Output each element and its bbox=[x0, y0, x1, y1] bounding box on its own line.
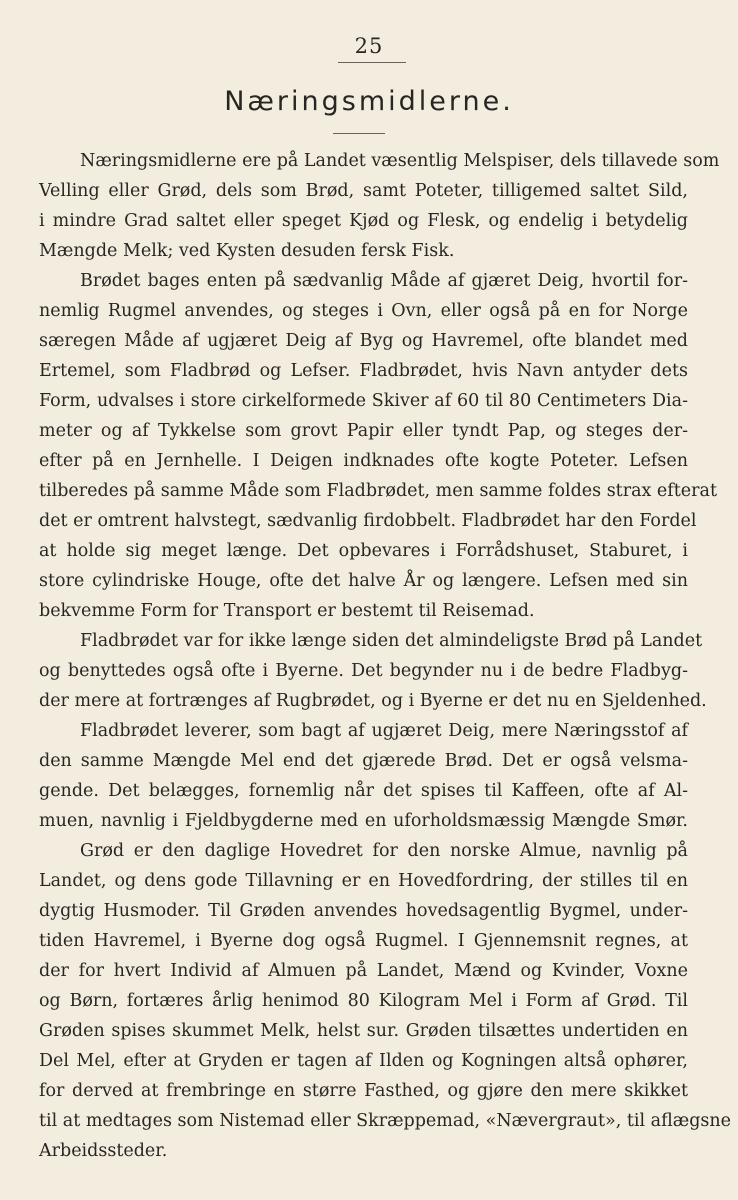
text-line: nemlig Rugmel anvendes, og steges i Ovn, eller også på en for Norge bbox=[39, 301, 688, 321]
text-line: Grøden spises skummet Melk, helst sur. Grøden tilsættes undertiden en bbox=[39, 1021, 688, 1041]
text-line: dygtig Husmoder. Til Grøden anvendes hovedsagentlig Bygmel, under- bbox=[39, 901, 688, 921]
page-number-underline bbox=[338, 62, 406, 63]
text-line: Velling eller Grød, dels som Brød, samt Poteter, tilligemed saltet Sild, bbox=[39, 181, 688, 201]
text-line: for derved at frembringe en større Fasthed, og gjøre den mere skikket bbox=[39, 1081, 688, 1101]
text-line: og benyttedes også ofte i Byerne. Det begynder nu i de bedre Fladbyg- bbox=[39, 661, 688, 681]
text-line: Landet, og dens gode Tillavning er en Hovedfordring, der stilles til en bbox=[39, 871, 688, 891]
section-heading: Næringsmidlerne. bbox=[224, 86, 514, 117]
text-line: tilberedes på samme Måde som Fladbrødet, men samme foldes strax efterat bbox=[39, 481, 717, 501]
text-line: der mere at fortrænges af Rugbrødet, og i Byerne er det nu en Sjeldenhed. bbox=[39, 691, 707, 711]
text-line: muen, navnlig i Fjeldbygderne med en uforholdsmæssig Mængde Smør. bbox=[39, 811, 688, 831]
text-line: Fladbrødet leverer, som bagt af ugjæret Deig, mere Næringsstof af bbox=[80, 721, 688, 741]
text-line: store cylindriske Houge, ofte det halve År og længere. Lefsen med sin bbox=[39, 571, 688, 591]
text-line: at holde sig meget længe. Det opbevares i Forrådshuset, Staburet, i bbox=[39, 541, 688, 561]
page-number: 25 bbox=[354, 34, 384, 58]
text-line: og Børn, fortæres årlig henimod 80 Kilogram Mel i Form af Grød. Til bbox=[39, 991, 688, 1011]
text-line: tiden Havremel, i Byerne dog også Rugmel. I Gjennemsnit regnes, at bbox=[39, 931, 688, 951]
text-line: Form, udvalses i store cirkelformede Skiver af 60 til 80 Centimeters Dia- bbox=[39, 391, 688, 411]
heading-divider bbox=[333, 133, 385, 134]
text-line: Mængde Melk; ved Kysten desuden fersk Fisk. bbox=[39, 241, 455, 261]
text-line: bekvemme Form for Transport er bestemt til Reisemad. bbox=[39, 601, 535, 621]
text-line: særegen Måde af ugjæret Deig af Byg og Havremel, ofte blandet med bbox=[39, 331, 688, 351]
text-line: efter på en Jernhelle. I Deigen indknades ofte kogte Poteter. Lefsen bbox=[39, 451, 688, 471]
text-line: Brødet bages enten på sædvanlig Måde af gjæret Deig, hvortil for- bbox=[80, 271, 688, 291]
text-line: til at medtages som Nistemad eller Skræppemad, «Nævergraut», til aflægsne bbox=[39, 1111, 732, 1131]
text-line: Fladbrødet var for ikke længe siden det almindeligste Brød på Landet bbox=[80, 631, 703, 651]
text-line: meter og af Tykkelse som grovt Papir eller tyndt Pap, og steges der- bbox=[39, 421, 688, 441]
text-line: Arbeidssteder. bbox=[39, 1141, 168, 1161]
text-line: Grød er den daglige Hovedret for den norske Almue, navnlig på bbox=[80, 841, 688, 861]
text-line: den samme Mængde Mel end det gjærede Brød. Det er også velsma- bbox=[39, 751, 688, 771]
text-line: Ertemel, som Fladbrød og Lefser. Fladbrødet, hvis Navn antyder dets bbox=[39, 361, 688, 381]
text-line: der for hvert Individ af Almuen på Landet, Mænd og Kvinder, Voxne bbox=[39, 961, 688, 981]
text-line: det er omtrent halvstegt, sædvanlig firdobbelt. Fladbrødet har den Fordel bbox=[39, 511, 697, 531]
text-line: i mindre Grad saltet eller speget Kjød og Flesk, og endelig i betydelig bbox=[39, 211, 688, 231]
text-line: gende. Det belægges, fornemlig når det spises til Kaffeen, ofte af Al- bbox=[39, 781, 688, 801]
text-line: Del Mel, efter at Gryden er tagen af Ilden og Kogningen altså ophører, bbox=[39, 1051, 688, 1071]
text-line: Næringsmidlerne ere på Landet væsentlig Melspiser, dels tillavede som bbox=[80, 151, 720, 171]
